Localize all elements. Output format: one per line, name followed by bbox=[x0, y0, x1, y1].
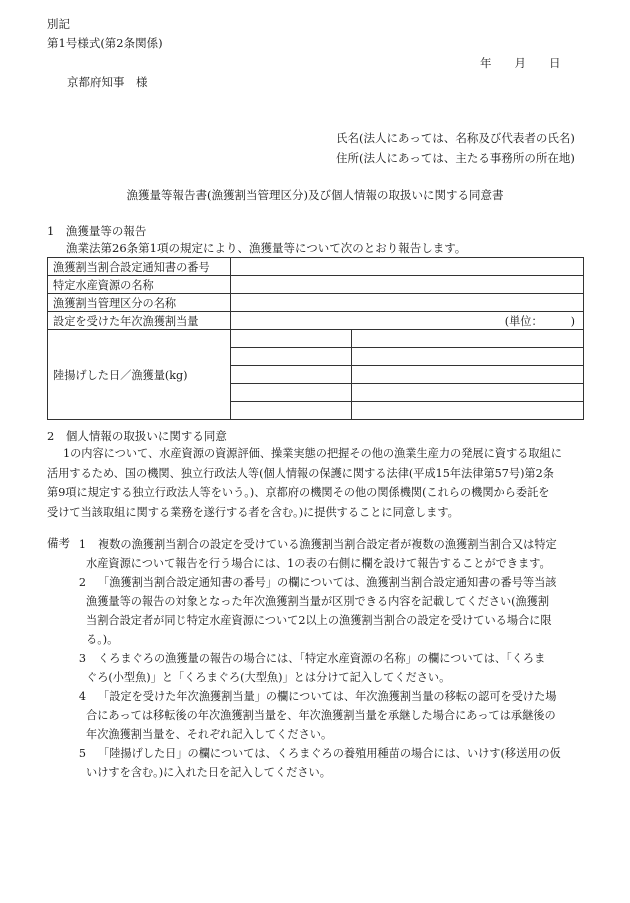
resource-name-field[interactable] bbox=[231, 276, 584, 294]
applicant-name: 氏名(法人にあっては、名称及び代表者の氏名) bbox=[336, 131, 575, 145]
table-row bbox=[48, 276, 584, 294]
note-item bbox=[72, 573, 592, 649]
note-item bbox=[72, 535, 592, 573]
note-number: 1 bbox=[78, 538, 86, 551]
quota-field[interactable] bbox=[231, 312, 584, 330]
note-number: 5 bbox=[78, 747, 86, 760]
management-unit-field[interactable] bbox=[231, 294, 584, 312]
note-line: 年次漁獲割当量を、それぞれ記入してください。 bbox=[86, 728, 333, 741]
notice-number-field[interactable] bbox=[231, 258, 584, 276]
consent-paragraph bbox=[47, 444, 587, 522]
note-line: ぐろ(小型魚)」と「くろまぐろ(大型魚)」とは分けて記入してください。 bbox=[86, 671, 451, 684]
note-line: る。)。 bbox=[86, 633, 119, 646]
row-label: 設定を受けた年次漁獲割当量 bbox=[48, 312, 231, 330]
note-number: 2 bbox=[78, 576, 86, 589]
landing-date-cell[interactable] bbox=[231, 384, 352, 402]
table-row bbox=[48, 312, 584, 330]
date-line: 年 月 日 bbox=[480, 56, 561, 70]
row-label: 漁獲割当割合設定通知書の番号 bbox=[48, 258, 231, 276]
note-line: 当割合設定者が同じ特定水産資源について2以上の漁獲割当割合の設定を受けている場合に限 bbox=[86, 614, 552, 627]
consent-line: 活用するため、国の機関、独立行政法人等(個人情報の保護に関する法律(平成15年法律第57号)第2条 bbox=[47, 466, 554, 480]
landing-date-cell[interactable] bbox=[231, 402, 352, 420]
consent-line: 受けて当該取組に関する業務を遂行する者を含む。)に提供することに同意します。 bbox=[47, 505, 459, 519]
table-row bbox=[48, 294, 584, 312]
note-item bbox=[72, 687, 592, 744]
consent-line: 第9項に規定する独立行政法人等をいう。)、京都府の機関その他の関係機関(これらの機関から委託を bbox=[47, 486, 550, 499]
unit-label: (単位： ) bbox=[504, 314, 575, 328]
report-table bbox=[47, 257, 584, 420]
note-line: 漁獲量等の報告の対象となった年次漁獲割当量が区別できる内容を記載してください(漁獲割 bbox=[86, 595, 550, 608]
landing-amount-cell[interactable] bbox=[352, 384, 584, 402]
landing-amount-cell[interactable] bbox=[352, 366, 584, 384]
addressee: 京都府知事 様 bbox=[67, 75, 148, 89]
landing-amount-cell[interactable] bbox=[352, 348, 584, 366]
landing-date-cell[interactable] bbox=[231, 330, 352, 348]
note-line: 「設定を受けた年次漁獲割当量」の欄については、年次漁獲割当量の移転の認可を受けた場 bbox=[98, 690, 557, 703]
note-line: 複数の漁獲割当割合の設定を受けている漁獲割当割合設定者が複数の漁獲割当割合又は特定 bbox=[98, 538, 557, 551]
landing-date-cell[interactable] bbox=[231, 348, 352, 366]
note-line: 「陸揚げした日」の欄については、くろまぐろの養殖用種苗の場合には、いけす(移送用の仮 bbox=[98, 747, 561, 760]
landing-date-cell[interactable] bbox=[231, 366, 352, 384]
note-number: 4 bbox=[78, 690, 86, 703]
consent-line: 1の内容について、水産資源の資源評価、操業実態の把握その他の漁業生産力の発展に資する取組に bbox=[63, 447, 562, 460]
note-item bbox=[72, 744, 592, 782]
note-number: 3 bbox=[78, 652, 86, 665]
table-row bbox=[48, 258, 584, 276]
landing-amount-cell[interactable] bbox=[352, 330, 584, 348]
note-item bbox=[72, 649, 592, 687]
row-label: 漁獲割当管理区分の名称 bbox=[48, 294, 231, 312]
section1-heading: 1 漁獲量等の報告 bbox=[47, 224, 147, 238]
note-line: 水産資源について報告を行う場合には、1の表の右側に欄を設けて報告することができます。 bbox=[86, 557, 551, 570]
appendix-label: 別記 bbox=[47, 17, 70, 31]
note-line: くろまぐろの漁獲量の報告の場合には、「特定水産資源の名称」の欄については、「くろま bbox=[98, 652, 546, 665]
note-line: 合にあっては移転後の年次漁獲割当量を、年次漁獲割当量を承継した場合にあっては承継後の bbox=[86, 709, 556, 722]
document-title: 漁獲量等報告書(漁獲割当管理区分)及び個人情報の取扱いに関する同意書 bbox=[126, 188, 504, 202]
note-line: 「漁獲割当割合設定通知書の番号」の欄については、漁獲割当割合設定通知書の番号等当該 bbox=[98, 576, 557, 589]
form-number: 第1号様式(第2条関係) bbox=[47, 36, 163, 50]
section2-heading: 2 個人情報の取扱いに関する同意 bbox=[47, 429, 227, 443]
notes-label: 備考 bbox=[47, 536, 70, 550]
landing-amount-cell[interactable] bbox=[352, 402, 584, 420]
section1-intro: 漁業法第26条第1項の規定により、漁獲量等について次のとおり報告します。 bbox=[66, 241, 467, 255]
landing-label: 陸揚げした日／漁獲量(kg) bbox=[48, 330, 231, 420]
row-label: 特定水産資源の名称 bbox=[48, 276, 231, 294]
note-line: いけすを含む。)に入れた日を記入してください。 bbox=[86, 766, 331, 779]
table-row bbox=[48, 330, 584, 348]
applicant-address: 住所(法人にあっては、主たる事務所の所在地) bbox=[336, 151, 575, 165]
